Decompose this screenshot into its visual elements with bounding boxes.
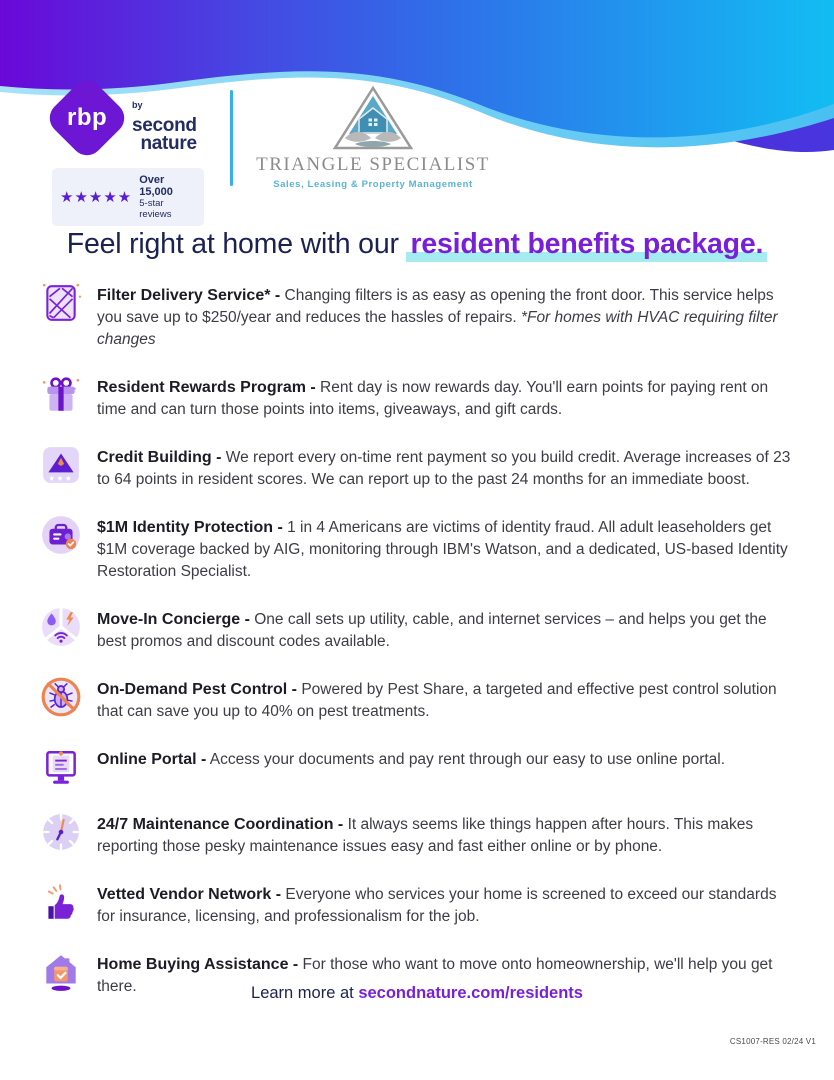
benefit-title: Vetted Vendor Network - [97,885,282,903]
list-item-identity-protection [40,514,792,583]
list-item-move-in-concierge [40,606,792,653]
benefit-title: Online Portal - [97,750,207,768]
benefit-text [97,374,792,421]
thumbs-up-icon [40,881,82,923]
benefit-title: 24/7 Maintenance Coordination - [97,815,344,833]
benefits-list [40,282,792,1021]
gift-icon [40,374,82,416]
benefit-description: Access your documents and pay rent through our easy to use online portal. [209,750,726,768]
partner-tagline: Sales, Leasing & Property Management [273,179,473,190]
list-item-pest-control [40,676,792,723]
benefit-description: Changing filters is as easy as opening the front door. This service helps you save up to $250/year and reduces the hassles of repairs. [97,287,774,327]
benefit-title: $1M Identity Protection - [97,518,283,536]
benefit-text [97,606,792,653]
benefit-text [97,676,792,723]
second-nature-wordmark [132,101,208,152]
online-portal-icon [40,746,82,788]
partner-name: TRIANGLE SPECIALIST [256,154,490,175]
list-item-resident-rewards [40,374,792,421]
benefit-description: Everyone who services your home is screened to exceed our standards for insurance, licensing, and professionalism for the job. [97,885,777,926]
benefit-description: 1 in 4 Americans are victims of identity fraud. All adult leaseholders get $1M coverage backed by AIG, monitoring through IBM's Watson, and a dedicated, US-based Identity Restoration Specialist. [97,518,788,580]
list-item-vetted-vendor [40,881,792,928]
clock-icon [40,811,82,853]
benefit-title: Home Buying Assistance - [97,956,299,973]
rbp-logo-text: rbp [66,103,108,131]
reviews-count: Over 15,000 [139,174,173,198]
benefit-text [97,746,725,788]
logo-row [52,86,493,226]
list-item-online-portal [40,746,792,788]
by-label: by [132,100,143,111]
triangle-specialist-logo-icon [331,86,415,152]
headline-prefix: Feel right at home with our [66,228,407,260]
benefit-description: Powered by Pest Share, a targeted and effective pest control solution that can save you up to 40% on pest treatments. [97,680,777,721]
rbp-logo [52,86,130,158]
headline-highlight: resident benefits package. [406,228,767,262]
identity-protection-icon [40,514,82,556]
benefit-description: We report every on-time rent payment so you build credit. Average increases of 23 to 64 points in resident scores. We can report up to the past 24 months for an immediate boost. [97,448,791,489]
benefit-text [97,514,792,583]
benefit-title: Resident Rewards Program - [97,378,316,396]
list-item-credit-building [40,444,792,491]
benefit-text [97,282,792,351]
page-title [0,228,834,261]
benefit-note: *For homes with HVAC requiring filter changes [97,309,778,349]
reviews-label: 5-star reviews [139,198,172,220]
utilities-concierge-icon [40,606,82,648]
five-star-icons: ★★★★★ [60,189,133,206]
benefit-description: Rent day is now rewards day. You'll earn points for paying rent on time and can turn those points into items, giveaways, and gift cards. [97,378,769,419]
benefit-text [97,444,792,491]
brand-line2: nature [140,132,197,154]
brand-line1: second [132,114,197,136]
filter-icon [40,282,82,324]
benefit-title: Credit Building - [97,448,222,466]
list-item-filter-delivery [40,282,792,351]
pest-control-icon [40,676,82,718]
benefit-description: One call sets up utility, cable, and internet services – and helps you get the best promos and discount codes available. [97,610,767,651]
benefit-title: On-Demand Pest Control - [97,680,298,698]
benefit-text [97,881,792,928]
benefit-text [97,811,792,858]
document-code: CS1007-RES 02/24 V1 [729,1037,816,1046]
second-nature-link[interactable]: secondnature.com/residents [358,984,583,1002]
benefit-title: Move-In Concierge - [97,610,250,628]
list-item-maintenance-coordination [40,811,792,858]
credit-building-icon [40,444,82,486]
rbp-logo-purple-diamond [43,74,131,162]
rbp-logo-block [52,86,208,226]
footer [0,984,834,1003]
benefit-title: Filter Delivery Service* - [97,287,281,304]
benefit-description: For those who want to move onto homeownership, we'll help you get there. [97,956,773,996]
reviews-badge [52,168,204,226]
benefit-description: It always seems like things happen after hours. This makes reporting those pesky maintenance issues easy and fast either online or by phone. [97,815,754,856]
logo-divider [230,90,233,186]
partner-logo-block [253,86,493,190]
learn-more-label: Learn more at [251,984,359,1002]
